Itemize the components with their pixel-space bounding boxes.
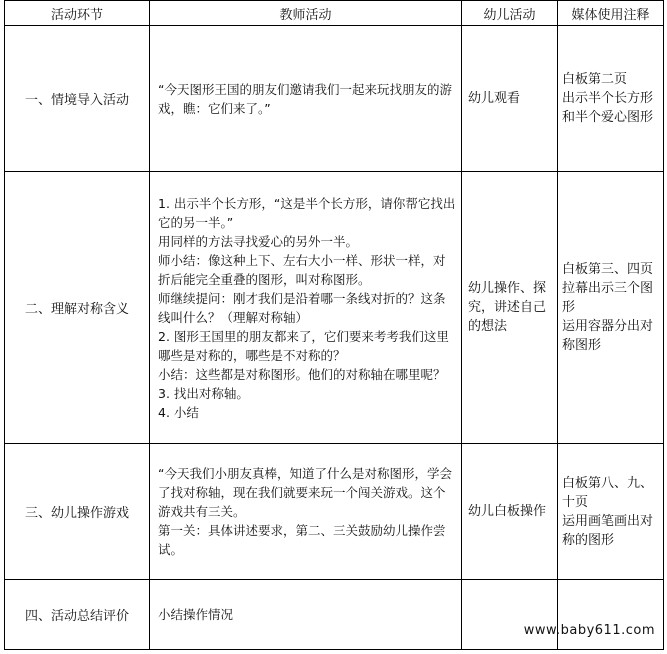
teacher-activity-cell (150, 26, 462, 172)
teacher-line: 小结操作情况 (158, 606, 234, 622)
stage-cell: 一、情境导入活动 (5, 26, 150, 172)
stage-cell: 三、幼儿操作游戏 (5, 444, 150, 579)
table-row (5, 579, 664, 649)
teacher-line: 师小结：像这种上下、左右大小一样、形状一样，对折后能完全重叠的图形，叫对称图形。 (158, 252, 446, 287)
site-watermark: www.baby611.com (523, 623, 655, 638)
media-notes-cell (558, 444, 664, 579)
media-line: 白板第三、四页拉幕出示三个图形 (562, 262, 654, 316)
teacher-activity-cell (150, 444, 462, 579)
lesson-plan-table (4, 0, 664, 650)
header-child-activity: 幼儿活动 (462, 1, 558, 26)
teacher-line: 师继续提问：刚才我们是沿着哪一条线对折的？这条线叫什么？（理解对称轴） (158, 290, 446, 325)
media-notes-cell (558, 172, 664, 444)
teacher-activity-cell (150, 579, 462, 649)
teacher-line: “今天我们小朋友真棒，知道了什么是对称图形，学会了找对称轴，现在我们就要来玩一个闯关游戏。这个游戏共有三关。 (158, 466, 452, 520)
stage-cell: 四、活动总结评价 (5, 579, 150, 649)
teacher-line: 第一关：具体讲述要求，第二、三关鼓励幼儿操作尝试。 (158, 523, 446, 558)
media-line: 出示半个长方形和半个爱心图形 (562, 91, 654, 126)
child-activity-cell: 幼儿操作、探究，讲述自己的想法 (462, 172, 558, 444)
header-row (5, 1, 664, 26)
child-activity-cell (462, 579, 558, 649)
media-line: 白板第二页 (562, 72, 628, 88)
media-line: 运用画笔画出对称的图形 (562, 513, 654, 548)
teacher-line: 小结：这些都是对称图形。他们的对称轴在哪里呢？ (158, 366, 446, 382)
header-media-notes: 媒体使用注释 (558, 1, 664, 26)
table-row (5, 444, 664, 579)
media-line: 运用容器分出对称图形 (562, 319, 654, 354)
teacher-line: 4. 小结 (158, 404, 199, 420)
teacher-line: “今天图形王国的朋友们邀请我们一起来玩找朋友的游戏，瞧：它们来了。” (158, 81, 452, 116)
media-notes-cell (558, 579, 664, 649)
teacher-line: 1. 出示半个长方形，“这是半个长方形，请你帮它找出它的另一半。” (158, 195, 456, 230)
header-stage: 活动环节 (5, 1, 150, 26)
teacher-line: 2. 图形王国里的朋友都来了，它们要来考考我们这里哪些是对称的，哪些是不对称的？ (158, 328, 449, 363)
header-teacher-activity: 教师活动 (150, 1, 462, 26)
table-row (5, 172, 664, 444)
teacher-line: 用同样的方法寻找爱心的另外一半。 (158, 233, 359, 249)
child-activity-cell: 幼儿观看 (462, 26, 558, 172)
media-line: 白板第八、九、十页 (562, 475, 654, 510)
media-notes-cell (558, 26, 664, 172)
teacher-activity-cell (150, 172, 462, 444)
stage-cell: 二、理解对称含义 (5, 172, 150, 444)
table-row (5, 26, 664, 172)
teacher-line: 3. 找出对称轴。 (158, 385, 249, 401)
child-activity-cell: 幼儿白板操作 (462, 444, 558, 579)
